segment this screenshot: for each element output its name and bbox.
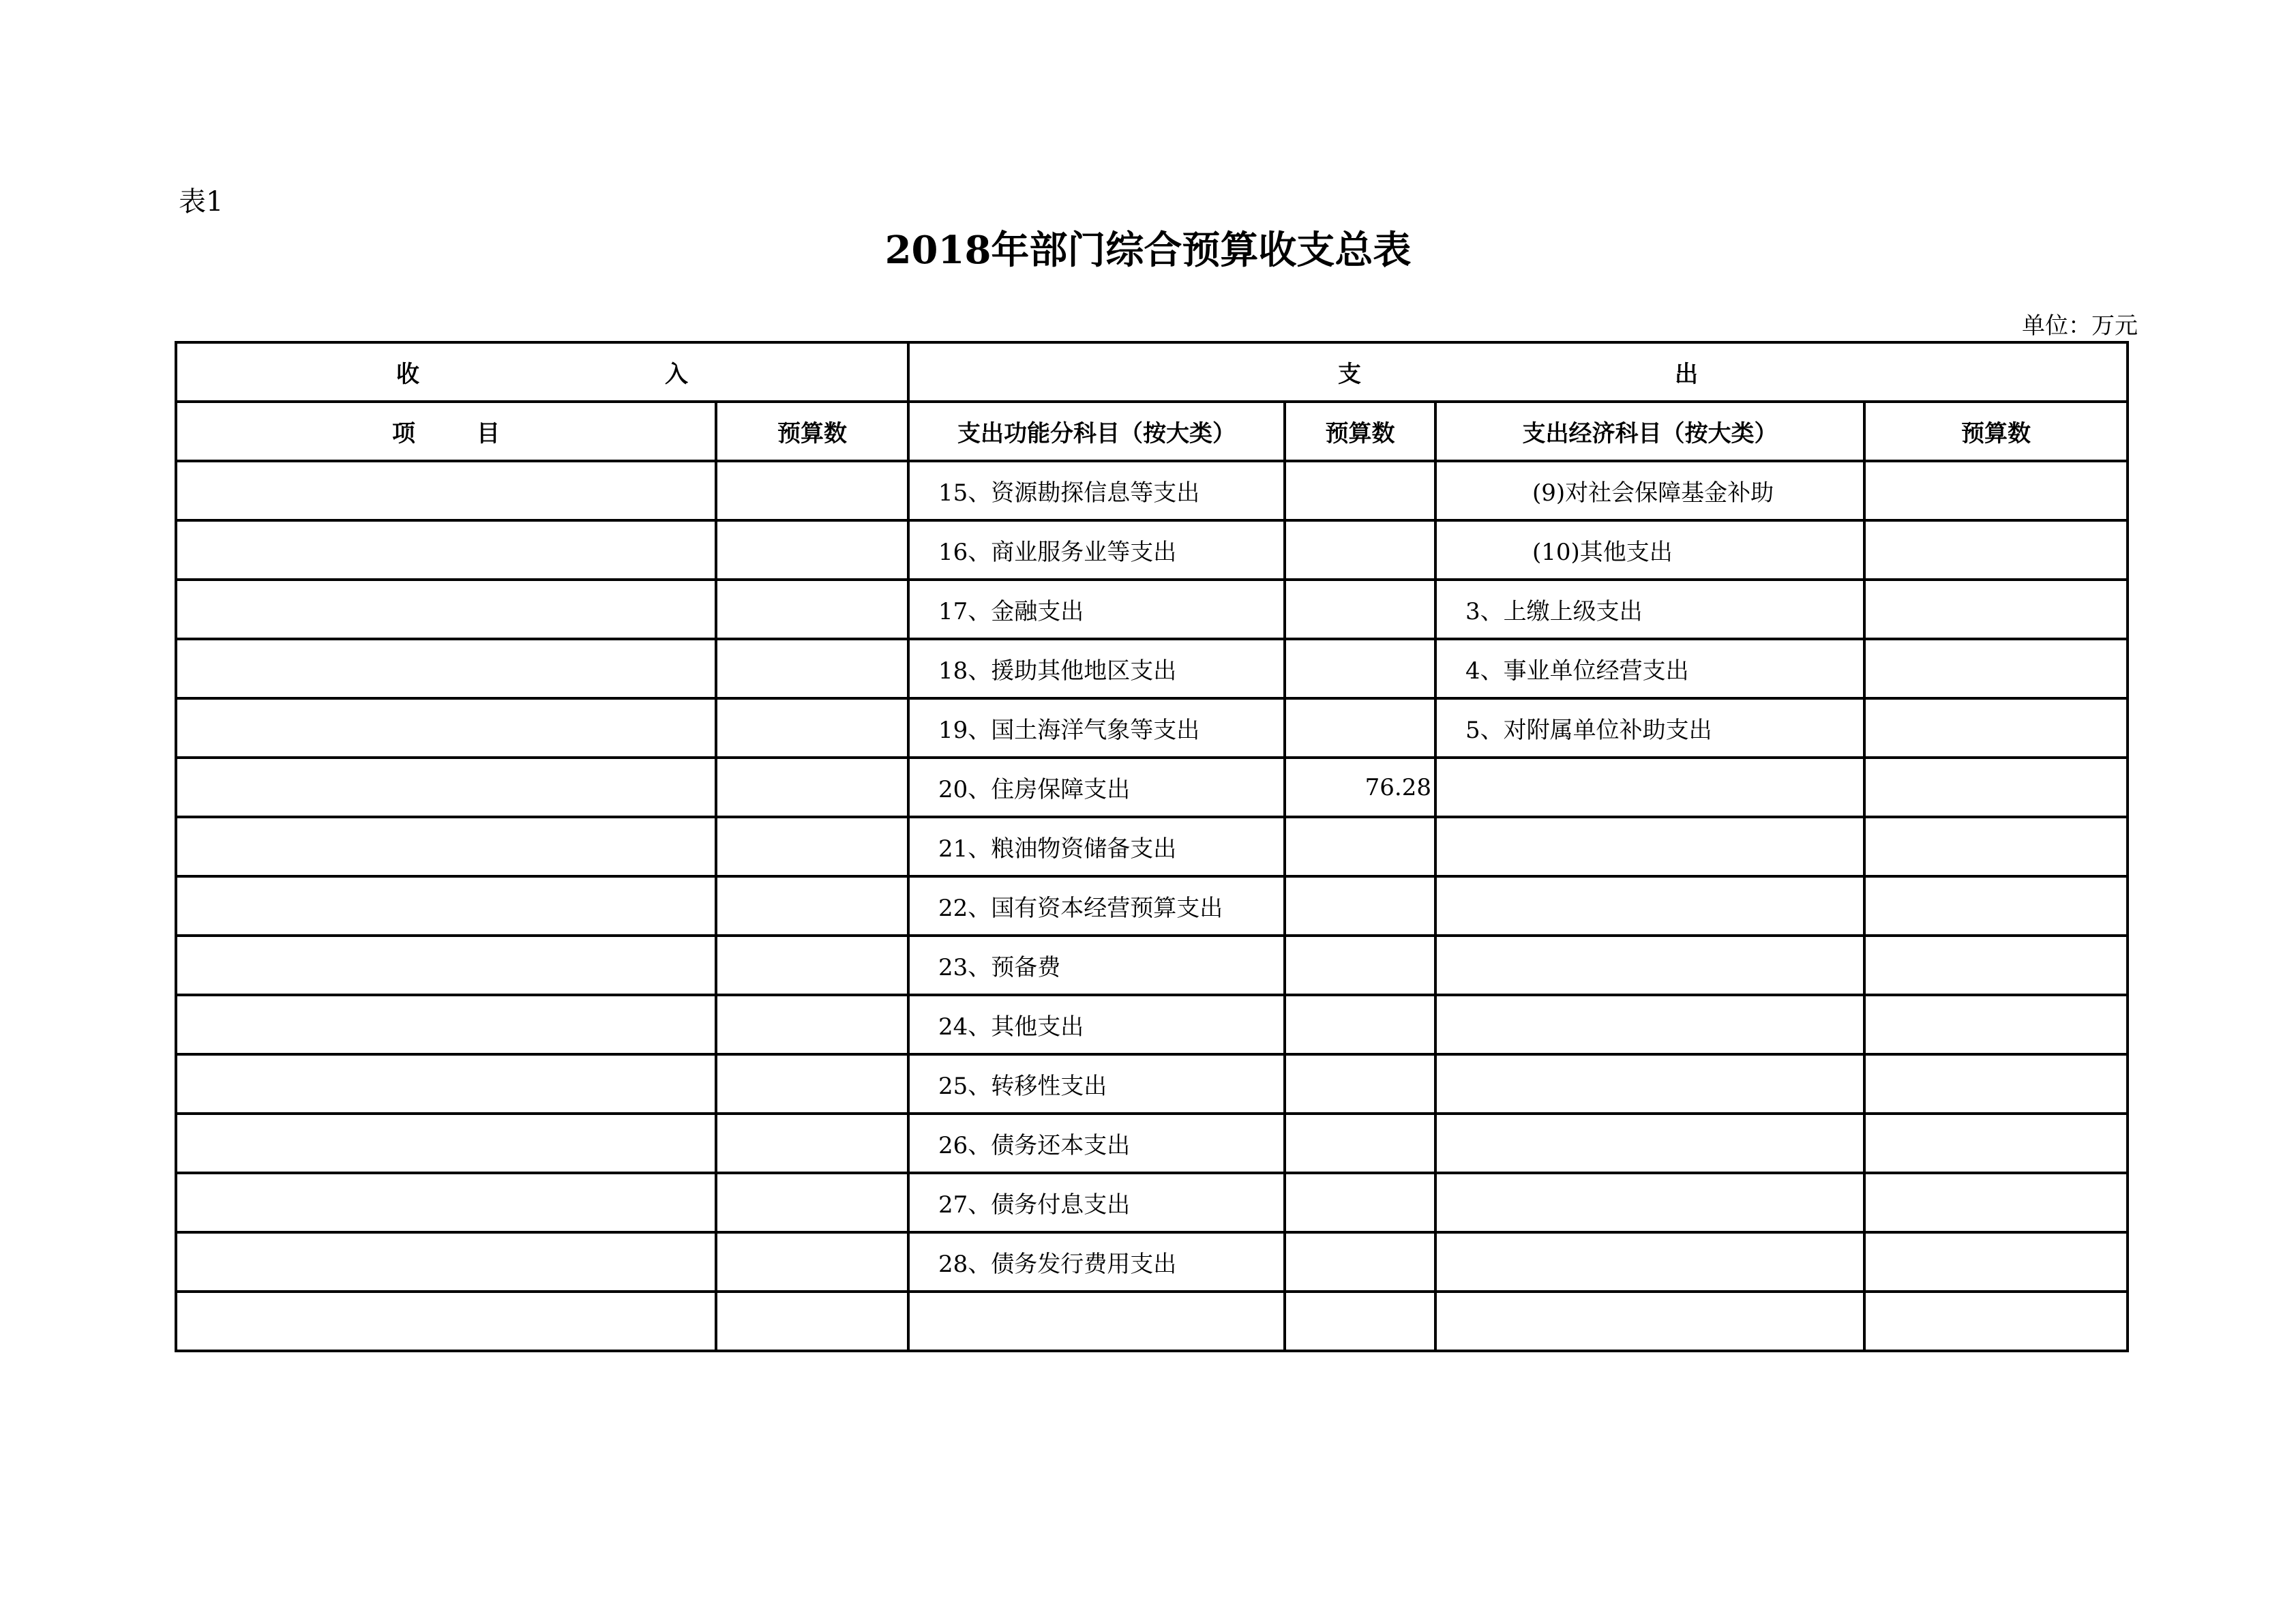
income-budget-cell xyxy=(716,1114,908,1173)
col-header-budget-2: 预算数 xyxy=(1285,402,1435,461)
table-row xyxy=(176,995,2128,1054)
func-budget-cell xyxy=(1285,1054,1435,1114)
econ-item-cell: 5、对附属单位补助支出 xyxy=(1435,698,1864,758)
page-title: 2018年部门综合预算收支总表 xyxy=(884,228,1412,273)
income-budget-cell xyxy=(716,1173,908,1232)
income-budget-cell xyxy=(716,639,908,698)
econ-budget-cell xyxy=(1864,758,2128,817)
func-item-cell: 24、其他支出 xyxy=(908,995,1285,1054)
col-header-budget-1: 预算数 xyxy=(716,402,908,461)
income-budget-cell xyxy=(716,936,908,995)
table-label: 表1 xyxy=(179,186,224,218)
func-item-cell: 16、商业服务业等支出 xyxy=(908,520,1285,580)
func-budget-cell xyxy=(1285,1292,1435,1351)
income-budget-cell xyxy=(716,758,908,817)
econ-budget-cell xyxy=(1864,936,2128,995)
income-budget-cell xyxy=(716,1054,908,1114)
econ-budget-cell xyxy=(1864,995,2128,1054)
func-item-cell: 17、金融支出 xyxy=(908,580,1285,639)
table-row xyxy=(176,1054,2128,1114)
func-budget-cell: 76.28 xyxy=(1285,758,1435,817)
func-item-cell: 19、国土海洋气象等支出 xyxy=(908,698,1285,758)
econ-budget-cell xyxy=(1864,698,2128,758)
func-item-cell: 18、援助其他地区支出 xyxy=(908,639,1285,698)
table-row xyxy=(176,698,2128,758)
income-budget-cell xyxy=(716,698,908,758)
income-item-cell xyxy=(176,698,716,758)
func-item-cell: 23、预备费 xyxy=(908,936,1285,995)
income-item-cell xyxy=(176,461,716,520)
income-budget-cell xyxy=(716,817,908,876)
func-item-cell xyxy=(908,1292,1285,1351)
func-budget-cell xyxy=(1285,1173,1435,1232)
income-item-cell xyxy=(176,1232,716,1292)
econ-item-cell xyxy=(1435,1292,1864,1351)
econ-item-cell xyxy=(1435,936,1864,995)
income-header-left: 收 xyxy=(396,361,419,388)
func-budget-cell xyxy=(1285,461,1435,520)
table-row xyxy=(176,817,2128,876)
func-item-cell: 25、转移性支出 xyxy=(908,1054,1285,1114)
econ-item-cell: 4、事业单位经营支出 xyxy=(1435,639,1864,698)
section-header-row xyxy=(176,342,2128,402)
func-budget-cell xyxy=(1285,817,1435,876)
func-budget-cell xyxy=(1285,1232,1435,1292)
income-item-cell xyxy=(176,995,716,1054)
func-budget-cell xyxy=(1285,520,1435,580)
income-item-cell xyxy=(176,758,716,817)
table-row xyxy=(176,520,2128,580)
income-item-cell xyxy=(176,1054,716,1114)
table-row xyxy=(176,461,2128,520)
econ-budget-cell xyxy=(1864,520,2128,580)
func-budget-cell xyxy=(1285,698,1435,758)
econ-budget-cell xyxy=(1864,639,2128,698)
econ-item-cell xyxy=(1435,1232,1864,1292)
econ-item-cell xyxy=(1435,1114,1864,1173)
func-item-cell: 22、国有资本经营预算支出 xyxy=(908,876,1285,936)
econ-budget-cell xyxy=(1864,1232,2128,1292)
income-item-cell xyxy=(176,520,716,580)
econ-item-cell: (9)对社会保障基金补助 xyxy=(1435,461,1864,520)
expense-header-left: 支 xyxy=(1338,361,1361,388)
income-item-cell xyxy=(176,639,716,698)
income-budget-cell xyxy=(716,995,908,1054)
econ-budget-cell xyxy=(1864,1054,2128,1114)
table-row xyxy=(176,1292,2128,1351)
table-row xyxy=(176,1173,2128,1232)
econ-item-cell: 3、上缴上级支出 xyxy=(1435,580,1864,639)
col-item-left: 项 xyxy=(392,420,415,447)
expense-section-header xyxy=(908,342,2128,402)
income-item-cell xyxy=(176,876,716,936)
column-header-row xyxy=(176,402,2128,461)
income-item-cell xyxy=(176,936,716,995)
income-item-cell xyxy=(176,1173,716,1232)
econ-budget-cell xyxy=(1864,1292,2128,1351)
income-header-right: 入 xyxy=(665,361,688,388)
col-header-func: 支出功能分科目（按大类） xyxy=(908,402,1285,461)
income-budget-cell xyxy=(716,1292,908,1351)
income-budget-cell xyxy=(716,461,908,520)
expense-header-right: 出 xyxy=(1675,361,1698,388)
income-item-cell xyxy=(176,580,716,639)
func-item-cell: 15、资源勘探信息等支出 xyxy=(908,461,1285,520)
econ-budget-cell xyxy=(1864,817,2128,876)
func-item-cell: 26、债务还本支出 xyxy=(908,1114,1285,1173)
econ-item-cell: (10)其他支出 xyxy=(1435,520,1864,580)
econ-item-cell xyxy=(1435,817,1864,876)
table-row xyxy=(176,758,2128,817)
func-item-cell: 27、债务付息支出 xyxy=(908,1173,1285,1232)
income-budget-cell xyxy=(716,1232,908,1292)
econ-budget-cell xyxy=(1864,1173,2128,1232)
income-item-cell xyxy=(176,1114,716,1173)
table-row xyxy=(176,1114,2128,1173)
econ-item-cell xyxy=(1435,1054,1864,1114)
func-budget-cell xyxy=(1285,995,1435,1054)
table-row xyxy=(176,876,2128,936)
func-budget-cell xyxy=(1285,876,1435,936)
table-row xyxy=(176,639,2128,698)
func-item-cell: 28、债务发行费用支出 xyxy=(908,1232,1285,1292)
econ-budget-cell xyxy=(1864,876,2128,936)
econ-budget-cell xyxy=(1864,580,2128,639)
table-row xyxy=(176,1232,2128,1292)
budget-table xyxy=(175,341,2129,1352)
income-item-cell xyxy=(176,1292,716,1351)
income-budget-cell xyxy=(716,520,908,580)
func-budget-cell xyxy=(1285,936,1435,995)
col-header-item xyxy=(176,402,716,461)
unit-label: 单位：万元 xyxy=(2022,312,2138,340)
econ-item-cell xyxy=(1435,1173,1864,1232)
func-item-cell: 20、住房保障支出 xyxy=(908,758,1285,817)
func-item-cell: 21、粮油物资储备支出 xyxy=(908,817,1285,876)
income-item-cell xyxy=(176,817,716,876)
col-item-right: 目 xyxy=(477,420,500,447)
income-section-header xyxy=(176,342,908,402)
func-budget-cell xyxy=(1285,639,1435,698)
table-row xyxy=(176,936,2128,995)
income-budget-cell xyxy=(716,876,908,936)
econ-item-cell xyxy=(1435,876,1864,936)
econ-budget-cell xyxy=(1864,1114,2128,1173)
func-budget-cell xyxy=(1285,580,1435,639)
econ-budget-cell xyxy=(1864,461,2128,520)
econ-item-cell xyxy=(1435,758,1864,817)
income-budget-cell xyxy=(716,580,908,639)
col-header-budget-3: 预算数 xyxy=(1864,402,2128,461)
col-header-econ: 支出经济科目（按大类） xyxy=(1435,402,1864,461)
func-budget-cell xyxy=(1285,1114,1435,1173)
table-row xyxy=(176,580,2128,639)
econ-item-cell xyxy=(1435,995,1864,1054)
